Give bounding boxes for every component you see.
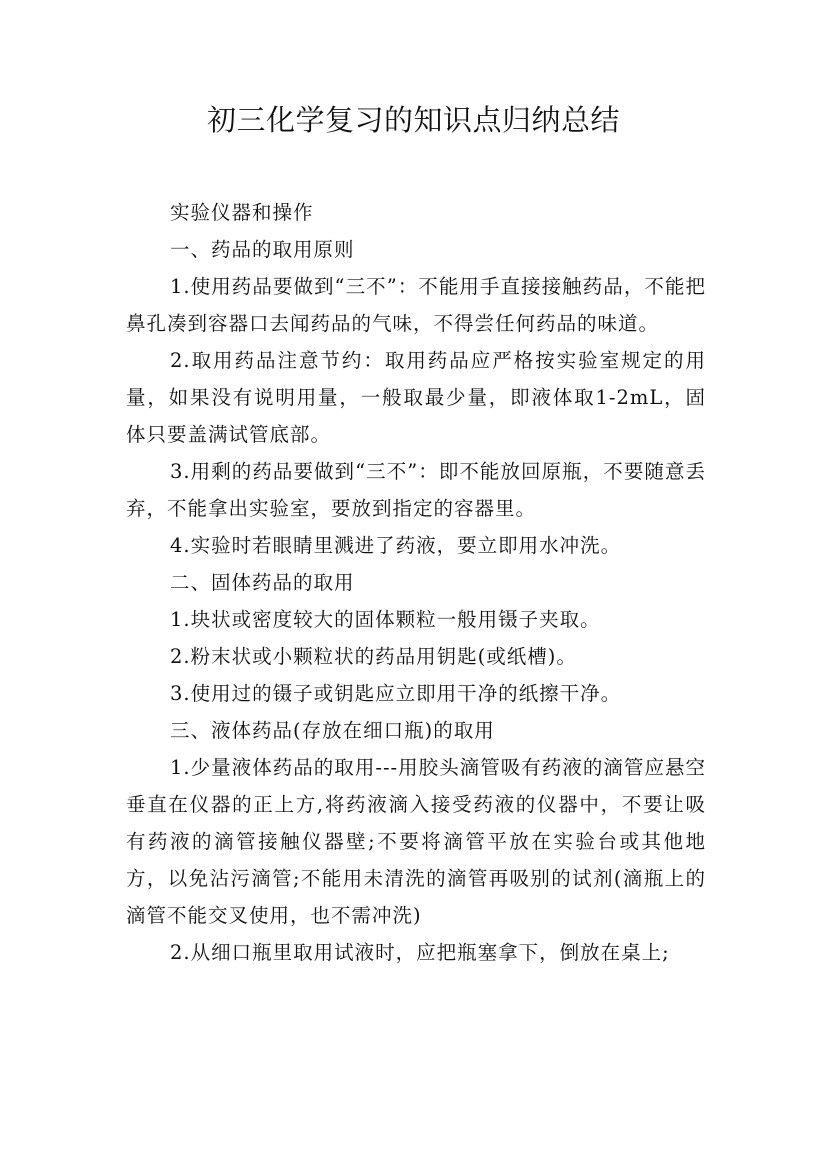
document-title: 初三化学复习的知识点归纳总结 xyxy=(206,103,620,137)
paragraph: 1.使用药品要做到“三不”：不能用手直接接触药品，不能把鼻孔凑到容器口去闻药品的气味，不得尝任何药品的味道。 xyxy=(126,275,706,335)
document-body xyxy=(126,194,706,971)
paragraph: 2.取用药品注意节约：取用药品应严格按实验室规定的用量，如果没有说明用量，一般取最少量，即液体取1-2mL，固体只要盖满试管底部。 xyxy=(126,349,706,446)
paragraph: 3.使用过的镊子或钥匙应立即用干净的纸擦干净。 xyxy=(170,682,622,705)
subsection-heading: 一、药品的取用原则 xyxy=(170,238,355,261)
paragraph: 2.从细口瓶里取用试液时，应把瓶塞拿下，倒放在桌上; xyxy=(170,941,670,964)
subsection-heading: 二、固体药品的取用 xyxy=(170,571,355,594)
section-heading: 实验仪器和操作 xyxy=(170,201,314,224)
paragraph: 3.用剩的药品要做到“三不”：即不能放回原瓶，不要随意丢弃，不能拿出实验室，要放到指定的容器里。 xyxy=(126,460,706,520)
paragraph: 2.粉末状或小颗粒状的药品用钥匙(或纸槽)。 xyxy=(170,645,577,668)
paragraph: 1.块状或密度较大的固体颗粒一般用镊子夹取。 xyxy=(170,608,601,631)
paragraph: 1.少量液体药品的取用---用胶头滴管吸有药液的滴管应悬空垂直在仪器的正上方,将药液滴入接受药液的仪器中，不要让吸有药液的滴管接触仪器壁;不要将滴管平放在实验台或其他地方，以免沾污滴管;不能用未清洗的滴管再吸别的试剂(滴瓶上的滴管不能交叉使用，也不需冲洗) xyxy=(126,756,706,927)
subsection-heading: 三、液体药品(存放在细口瓶)的取用 xyxy=(170,719,495,742)
paragraph: 4.实验时若眼睛里溅进了药液，要立即用水冲洗。 xyxy=(170,534,622,557)
